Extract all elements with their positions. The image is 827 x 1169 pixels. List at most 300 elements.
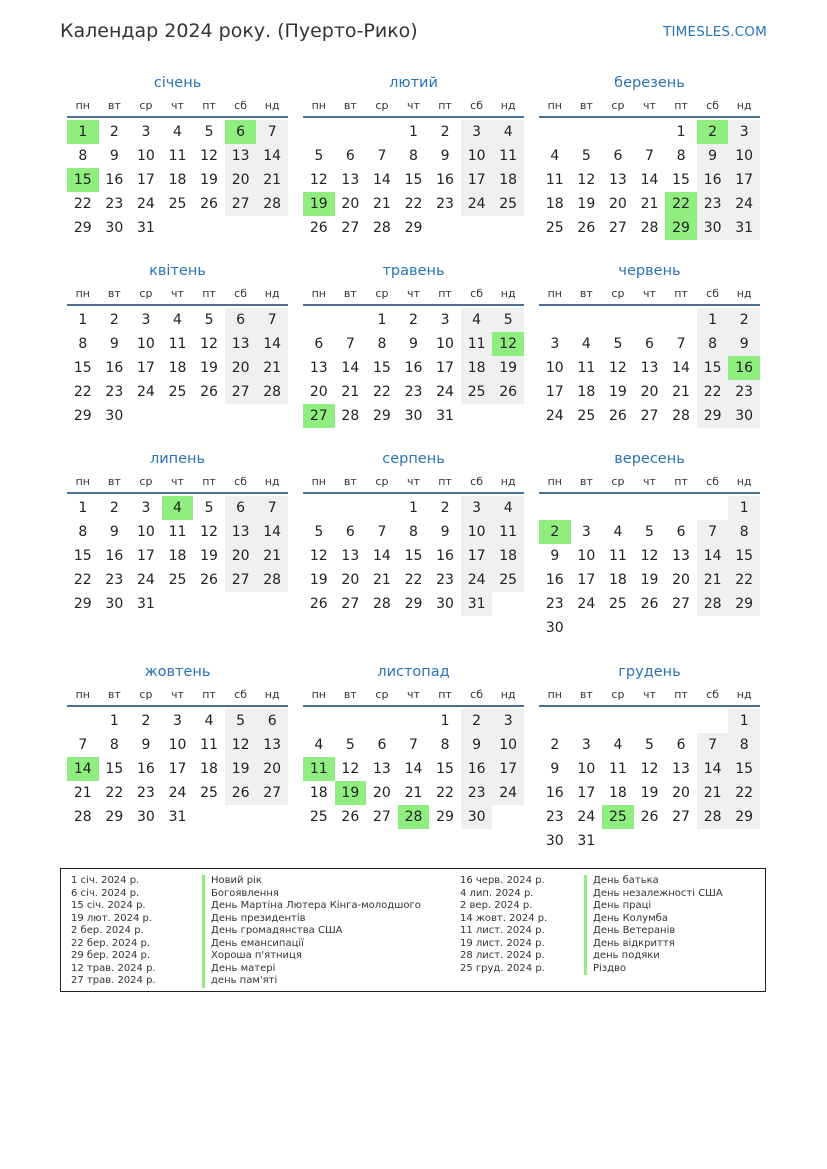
day-cell: 30 bbox=[545, 620, 564, 636]
day-cell: 25 bbox=[608, 596, 627, 612]
day-cell: 23 bbox=[728, 380, 760, 404]
day-grid bbox=[303, 494, 524, 616]
day-cell: 4 bbox=[550, 148, 560, 164]
weekday-label: ср bbox=[375, 286, 389, 300]
day-cell: 21 bbox=[73, 785, 92, 801]
day-cell: 21 bbox=[341, 384, 360, 400]
day-grid bbox=[539, 118, 760, 240]
day-cell: 6 bbox=[256, 709, 288, 733]
weekday-label: вт bbox=[107, 474, 121, 488]
day-cell: 29 bbox=[372, 408, 391, 424]
legend-holiday-name: День Ветеранів bbox=[584, 925, 675, 938]
weekday-label: чт bbox=[171, 687, 184, 701]
day-cell: 29 bbox=[404, 596, 423, 612]
day-grid bbox=[67, 118, 288, 240]
weekday-label: сб bbox=[234, 98, 248, 112]
weekday-label: вт bbox=[343, 98, 357, 112]
day-cell: 1 bbox=[109, 713, 119, 729]
day-cell: 24 bbox=[168, 785, 187, 801]
day-cell: 15 bbox=[728, 544, 760, 568]
day-cell: 7 bbox=[377, 524, 387, 540]
day-cell: 28 bbox=[697, 805, 729, 829]
day-cell: 14 bbox=[256, 332, 288, 356]
day-cell: 27 bbox=[640, 408, 659, 424]
weekday-label: сб bbox=[706, 687, 720, 701]
day-cell: 1 bbox=[440, 713, 450, 729]
day-cell: 2 bbox=[440, 500, 450, 516]
day-cell: 16 bbox=[436, 172, 454, 188]
weekday-label: пн bbox=[311, 474, 326, 488]
weekday-label: ср bbox=[139, 98, 153, 112]
day-cell: 29 bbox=[73, 596, 92, 612]
day-cell: 20 bbox=[341, 572, 360, 588]
holiday-legend bbox=[60, 868, 766, 992]
day-cell: 13 bbox=[225, 144, 257, 168]
day-cell: 3 bbox=[440, 312, 450, 328]
day-cell: 18 bbox=[168, 172, 187, 188]
month-name: квітень bbox=[149, 263, 206, 279]
day-cell: 11 bbox=[608, 548, 627, 564]
month-block bbox=[67, 448, 288, 616]
day-cell: 28 bbox=[697, 592, 729, 616]
day-cell: 28 bbox=[73, 809, 92, 825]
day-cell: 13 bbox=[608, 172, 627, 188]
day-cell: 3 bbox=[492, 709, 524, 733]
day-cell: 7 bbox=[377, 148, 387, 164]
day-cell: 20 bbox=[640, 384, 659, 400]
day-cell: 14 bbox=[697, 757, 729, 781]
day-cell: 13 bbox=[256, 733, 288, 757]
day-cell: 11 bbox=[461, 332, 493, 356]
day-cell: 6 bbox=[345, 148, 355, 164]
day-cell: 3 bbox=[581, 737, 591, 753]
weekday-label: нд bbox=[500, 474, 516, 488]
day-cell: 20 bbox=[256, 757, 288, 781]
weekday-label: сб bbox=[706, 474, 720, 488]
weekday-header bbox=[67, 282, 288, 306]
day-cell: 20 bbox=[309, 384, 328, 400]
day-cell: 10 bbox=[577, 761, 596, 777]
day-cell: 19 bbox=[200, 172, 218, 188]
day-cell: 16 bbox=[136, 761, 155, 777]
day-cell: 28 bbox=[256, 192, 288, 216]
weekday-label: нд bbox=[500, 286, 516, 300]
weekday-label: чт bbox=[407, 687, 420, 701]
day-cell: 5 bbox=[204, 312, 214, 328]
day-cell: 3 bbox=[141, 500, 151, 516]
day-cell: 13 bbox=[372, 761, 391, 777]
day-cell: 24 bbox=[436, 384, 454, 400]
day-cell: 9 bbox=[550, 761, 560, 777]
day-cell: 20 bbox=[372, 785, 391, 801]
holiday-day-cell: 22 bbox=[665, 192, 697, 216]
day-cell: 31 bbox=[577, 833, 596, 849]
day-cell: 15 bbox=[73, 548, 92, 564]
day-cell: 25 bbox=[545, 220, 564, 236]
day-cell: 2 bbox=[409, 312, 418, 328]
legend-date: 4 лип. 2024 р. bbox=[460, 887, 534, 899]
day-grid bbox=[539, 707, 760, 853]
day-cell: 12 bbox=[225, 733, 257, 757]
day-cell: 3 bbox=[141, 124, 151, 140]
day-cell: 16 bbox=[105, 360, 124, 376]
day-cell: 21 bbox=[256, 168, 288, 192]
day-cell: 6 bbox=[345, 524, 355, 540]
day-cell: 12 bbox=[577, 172, 596, 188]
day-cell: 2 bbox=[141, 713, 151, 729]
day-cell: 21 bbox=[640, 196, 659, 212]
day-cell: 24 bbox=[136, 572, 155, 588]
day-cell: 10 bbox=[436, 336, 454, 352]
day-cell: 10 bbox=[136, 148, 155, 164]
day-cell: 23 bbox=[105, 384, 124, 400]
day-cell: 28 bbox=[640, 220, 659, 236]
day-cell: 19 bbox=[200, 548, 218, 564]
weekday-label: сб bbox=[470, 98, 484, 112]
day-cell: 26 bbox=[640, 596, 659, 612]
legend-holiday-name: день пам'яті bbox=[202, 975, 277, 988]
day-grid bbox=[539, 306, 760, 428]
day-cell: 15 bbox=[436, 761, 454, 777]
month-block bbox=[303, 448, 524, 616]
day-cell: 8 bbox=[78, 148, 88, 164]
legend-holiday-name: Новий рік bbox=[202, 875, 262, 888]
day-cell: 11 bbox=[608, 761, 627, 777]
day-cell: 31 bbox=[136, 596, 155, 612]
legend-date: 22 бер. 2024 р. bbox=[71, 937, 151, 949]
day-cell: 2 bbox=[550, 737, 560, 753]
day-cell: 26 bbox=[577, 220, 596, 236]
day-cell: 1 bbox=[676, 124, 686, 140]
day-cell: 8 bbox=[440, 737, 450, 753]
day-cell: 23 bbox=[697, 192, 729, 216]
day-cell: 7 bbox=[697, 520, 729, 544]
day-cell: 21 bbox=[372, 196, 391, 212]
day-cell: 5 bbox=[204, 124, 214, 140]
month-name: травень bbox=[382, 263, 445, 279]
month-name: лютий bbox=[389, 75, 438, 91]
weekday-label: чт bbox=[643, 286, 656, 300]
day-cell: 8 bbox=[697, 332, 729, 356]
weekday-label: нд bbox=[736, 286, 752, 300]
day-cell: 25 bbox=[492, 568, 524, 592]
day-cell: 3 bbox=[581, 524, 591, 540]
page-title: Календар 2024 року. (Пуерто-Рико) bbox=[60, 20, 418, 42]
day-cell: 29 bbox=[73, 408, 92, 424]
day-cell: 6 bbox=[225, 496, 257, 520]
day-cell: 27 bbox=[341, 220, 360, 236]
day-cell: 26 bbox=[309, 220, 328, 236]
weekday-header bbox=[539, 470, 760, 494]
holiday-day-cell: 2 bbox=[697, 120, 729, 144]
day-cell: 7 bbox=[645, 148, 654, 164]
legend-holiday-name: День громадянства США bbox=[202, 925, 342, 938]
weekday-label: ср bbox=[611, 687, 625, 701]
legend-holiday-name: День незалежності США bbox=[584, 888, 723, 901]
month-block bbox=[303, 661, 524, 829]
day-cell: 14 bbox=[256, 520, 288, 544]
day-cell: 24 bbox=[461, 568, 493, 592]
day-cell: 31 bbox=[461, 592, 493, 616]
weekday-label: сб bbox=[234, 474, 248, 488]
day-cell: 25 bbox=[168, 384, 187, 400]
day-cell: 14 bbox=[640, 172, 659, 188]
day-cell: 4 bbox=[204, 713, 214, 729]
day-cell: 28 bbox=[672, 408, 690, 424]
day-cell: 30 bbox=[728, 404, 760, 428]
weekday-label: сб bbox=[706, 286, 720, 300]
day-cell: 22 bbox=[73, 196, 92, 212]
day-cell: 12 bbox=[200, 524, 218, 540]
weekday-label: сб bbox=[470, 474, 484, 488]
day-cell: 1 bbox=[409, 500, 418, 516]
legend-date: 19 лют. 2024 р. bbox=[71, 912, 153, 924]
weekday-label: ср bbox=[611, 98, 625, 112]
day-cell: 23 bbox=[105, 196, 124, 212]
legend-date: 29 бер. 2024 р. bbox=[71, 950, 151, 961]
weekday-label: вт bbox=[343, 687, 357, 701]
month-name: вересень bbox=[614, 451, 685, 467]
day-cell: 22 bbox=[436, 785, 454, 801]
day-cell: 13 bbox=[309, 360, 328, 376]
day-cell: 17 bbox=[461, 168, 493, 192]
day-cell: 5 bbox=[613, 336, 623, 352]
legend-date: 27 трав. 2024 р. bbox=[71, 975, 156, 986]
weekday-label: ср bbox=[611, 474, 625, 488]
day-cell: 2 bbox=[461, 709, 493, 733]
day-cell: 3 bbox=[728, 120, 760, 144]
day-cell: 4 bbox=[173, 124, 182, 140]
day-cell: 8 bbox=[78, 524, 88, 540]
legend-date: 28 лист. 2024 р. bbox=[460, 950, 545, 961]
legend-holiday-name: день подяки bbox=[584, 950, 660, 963]
day-cell: 31 bbox=[168, 809, 187, 825]
day-cell: 11 bbox=[492, 520, 524, 544]
holiday-day-cell: 6 bbox=[225, 120, 257, 144]
day-cell: 30 bbox=[461, 805, 493, 829]
day-cell: 25 bbox=[492, 192, 524, 216]
day-cell: 16 bbox=[105, 172, 124, 188]
weekday-label: вт bbox=[579, 687, 593, 701]
day-cell: 15 bbox=[73, 360, 92, 376]
day-grid bbox=[67, 494, 288, 616]
day-cell: 4 bbox=[492, 496, 524, 520]
holiday-day-cell: 16 bbox=[728, 356, 760, 380]
legend-holiday-name: День матері bbox=[202, 963, 275, 976]
weekday-label: пт bbox=[438, 687, 452, 701]
day-cell: 4 bbox=[492, 120, 524, 144]
day-cell: 26 bbox=[200, 572, 218, 588]
day-cell: 22 bbox=[372, 384, 391, 400]
holiday-day-cell: 11 bbox=[303, 757, 335, 781]
day-cell: 3 bbox=[141, 312, 151, 328]
day-cell: 7 bbox=[345, 336, 355, 352]
day-cell: 11 bbox=[168, 336, 187, 352]
month-name: серпень bbox=[382, 451, 445, 467]
day-cell: 29 bbox=[697, 404, 729, 428]
day-cell: 16 bbox=[436, 548, 454, 564]
day-cell: 4 bbox=[314, 737, 324, 753]
day-cell: 20 bbox=[672, 785, 690, 801]
month-name: грудень bbox=[618, 664, 681, 680]
weekday-header bbox=[539, 683, 760, 707]
day-cell: 30 bbox=[545, 833, 564, 849]
day-cell: 13 bbox=[672, 548, 690, 564]
day-cell: 16 bbox=[404, 360, 423, 376]
day-cell: 8 bbox=[728, 520, 760, 544]
weekday-label: пт bbox=[202, 474, 216, 488]
weekday-label: пн bbox=[311, 286, 326, 300]
day-cell: 21 bbox=[404, 785, 423, 801]
brand-link[interactable]: TIMESLES.COM bbox=[663, 24, 767, 40]
day-cell: 8 bbox=[409, 524, 418, 540]
day-cell: 11 bbox=[168, 524, 187, 540]
weekday-label: вт bbox=[343, 474, 357, 488]
day-cell: 15 bbox=[105, 761, 124, 777]
day-cell: 11 bbox=[577, 360, 596, 376]
day-cell: 6 bbox=[314, 336, 324, 352]
day-cell: 17 bbox=[577, 572, 596, 588]
day-cell: 4 bbox=[613, 524, 623, 540]
day-cell: 19 bbox=[640, 785, 659, 801]
day-cell: 30 bbox=[136, 809, 155, 825]
weekday-label: чт bbox=[407, 98, 420, 112]
day-cell: 19 bbox=[577, 196, 596, 212]
day-cell: 12 bbox=[200, 336, 218, 352]
day-cell: 13 bbox=[341, 548, 360, 564]
month-name: листопад bbox=[377, 664, 450, 680]
month-name: жовтень bbox=[144, 664, 211, 680]
holiday-day-cell: 15 bbox=[67, 168, 99, 192]
day-cell: 19 bbox=[309, 572, 328, 588]
day-cell: 2 bbox=[109, 124, 119, 140]
day-cell: 26 bbox=[200, 384, 218, 400]
day-cell: 30 bbox=[697, 216, 729, 240]
weekday-label: вт bbox=[579, 98, 593, 112]
day-cell: 30 bbox=[404, 408, 423, 424]
day-cell: 26 bbox=[200, 196, 218, 212]
day-cell: 1 bbox=[697, 308, 729, 332]
legend-date: 11 лист. 2024 р. bbox=[460, 925, 545, 936]
day-cell: 4 bbox=[461, 308, 493, 332]
day-cell: 31 bbox=[136, 220, 155, 236]
day-cell: 12 bbox=[608, 360, 627, 376]
day-cell: 11 bbox=[492, 144, 524, 168]
day-cell: 29 bbox=[73, 220, 92, 236]
day-cell: 1 bbox=[409, 124, 418, 140]
day-cell: 9 bbox=[409, 336, 418, 352]
day-cell: 21 bbox=[697, 568, 729, 592]
day-cell: 12 bbox=[341, 761, 360, 777]
day-cell: 21 bbox=[256, 356, 288, 380]
weekday-label: пн bbox=[547, 474, 562, 488]
day-cell: 10 bbox=[461, 144, 493, 168]
day-cell: 27 bbox=[225, 192, 257, 216]
weekday-label: нд bbox=[736, 474, 752, 488]
month-name: січень bbox=[153, 75, 202, 91]
day-cell: 5 bbox=[645, 737, 654, 753]
holiday-day-cell: 12 bbox=[492, 332, 524, 356]
day-cell: 30 bbox=[105, 408, 124, 424]
day-cell: 4 bbox=[581, 336, 591, 352]
holiday-day-cell: 14 bbox=[67, 757, 99, 781]
weekday-label: нд bbox=[264, 286, 280, 300]
day-cell: 14 bbox=[341, 360, 360, 376]
day-cell: 17 bbox=[168, 761, 187, 777]
weekday-label: пт bbox=[438, 98, 452, 112]
day-cell: 3 bbox=[461, 496, 493, 520]
day-cell: 1 bbox=[728, 709, 760, 733]
day-cell: 22 bbox=[73, 384, 92, 400]
day-cell: 10 bbox=[136, 524, 155, 540]
legend-holiday-name: День праці bbox=[584, 900, 651, 913]
day-cell: 8 bbox=[78, 336, 88, 352]
day-cell: 7 bbox=[676, 336, 686, 352]
weekday-label: чт bbox=[171, 98, 184, 112]
day-cell: 17 bbox=[728, 168, 760, 192]
day-cell: 18 bbox=[545, 196, 564, 212]
day-cell: 21 bbox=[697, 781, 729, 805]
day-cell: 19 bbox=[492, 356, 524, 380]
weekday-header bbox=[539, 94, 760, 118]
day-cell: 10 bbox=[168, 737, 187, 753]
month-block bbox=[67, 661, 288, 829]
day-cell: 13 bbox=[640, 360, 659, 376]
holiday-day-cell: 29 bbox=[665, 216, 697, 240]
day-cell: 16 bbox=[105, 548, 124, 564]
weekday-label: нд bbox=[736, 687, 752, 701]
legend-holiday-name: День емансипації bbox=[202, 938, 304, 951]
day-cell: 19 bbox=[225, 757, 257, 781]
day-cell: 5 bbox=[225, 709, 257, 733]
weekday-label: вт bbox=[107, 98, 121, 112]
day-cell: 12 bbox=[309, 172, 328, 188]
day-cell: 12 bbox=[640, 761, 659, 777]
day-grid bbox=[539, 494, 760, 640]
day-cell: 13 bbox=[225, 520, 257, 544]
day-cell: 26 bbox=[608, 408, 627, 424]
day-cell: 9 bbox=[461, 733, 493, 757]
holiday-day-cell: 27 bbox=[303, 404, 335, 428]
day-cell: 10 bbox=[577, 548, 596, 564]
day-cell: 23 bbox=[545, 596, 564, 612]
weekday-header bbox=[539, 282, 760, 306]
day-cell: 8 bbox=[676, 148, 686, 164]
day-cell: 22 bbox=[697, 380, 729, 404]
weekday-label: пн bbox=[311, 687, 326, 701]
day-cell: 18 bbox=[492, 544, 524, 568]
day-cell: 14 bbox=[404, 761, 423, 777]
weekday-label: ср bbox=[611, 286, 625, 300]
day-cell: 12 bbox=[200, 148, 218, 164]
month-block bbox=[67, 260, 288, 428]
day-cell: 9 bbox=[109, 148, 119, 164]
day-cell: 30 bbox=[105, 596, 124, 612]
day-grid bbox=[67, 707, 288, 829]
legend-holiday-name: День батька bbox=[584, 875, 659, 888]
month-block bbox=[539, 448, 760, 640]
legend-date: 16 черв. 2024 р. bbox=[460, 875, 545, 886]
weekday-label: пт bbox=[202, 687, 216, 701]
day-cell: 20 bbox=[672, 572, 690, 588]
day-cell: 25 bbox=[168, 196, 187, 212]
day-cell: 27 bbox=[256, 781, 288, 805]
day-cell: 29 bbox=[404, 220, 423, 236]
weekday-label: нд bbox=[264, 474, 280, 488]
day-cell: 30 bbox=[105, 220, 124, 236]
weekday-label: пт bbox=[202, 286, 216, 300]
day-cell: 23 bbox=[436, 572, 454, 588]
